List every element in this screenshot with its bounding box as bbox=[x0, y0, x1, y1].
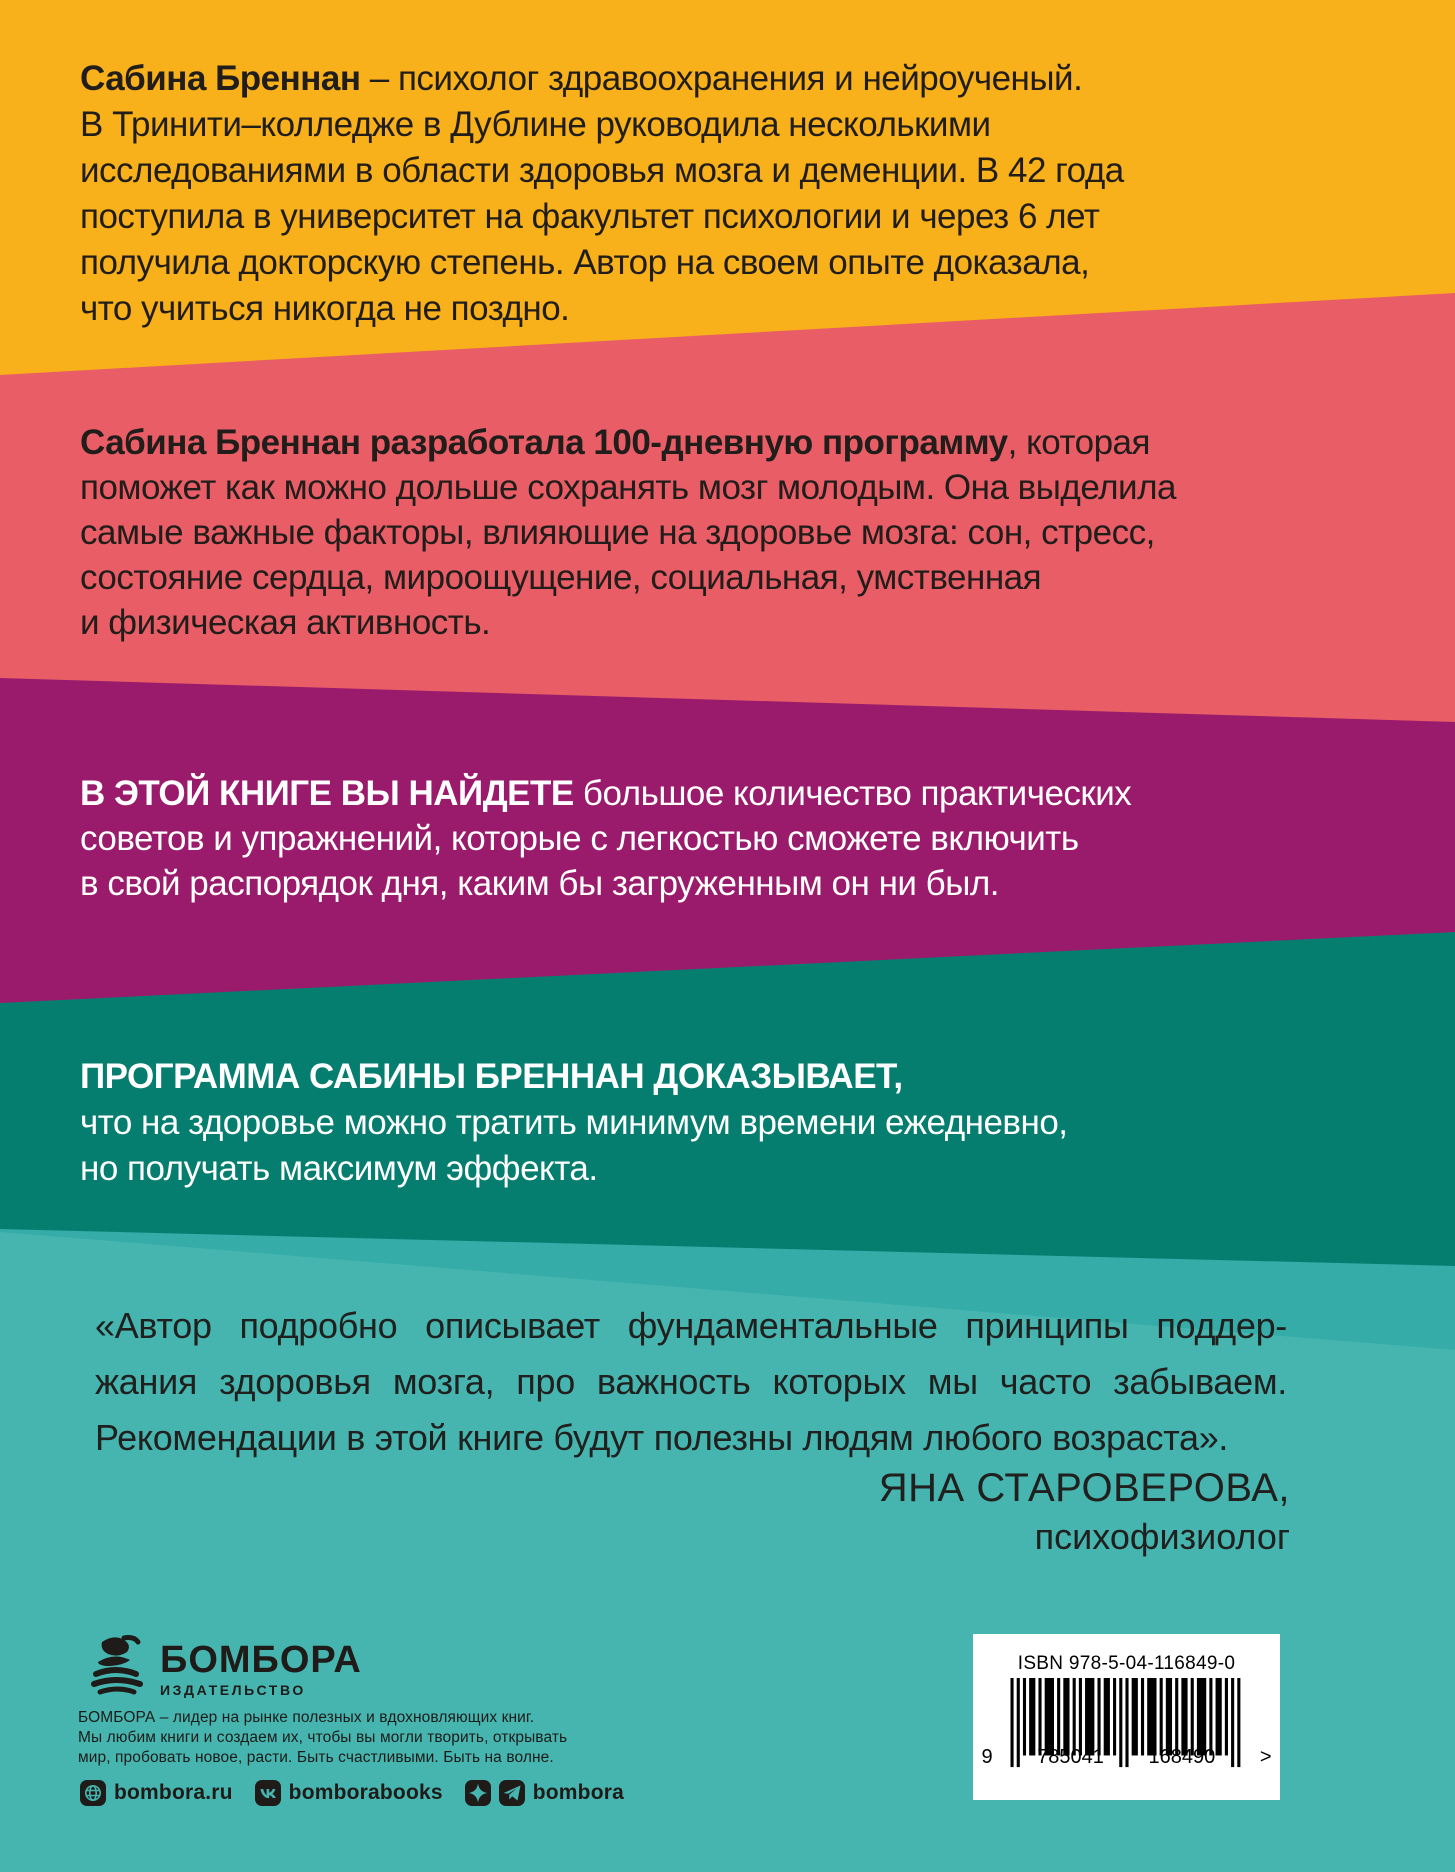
social-item-vk bbox=[255, 1780, 443, 1806]
barcode-digit-end: > bbox=[1259, 1746, 1272, 1768]
bio-line-rest: – психолог здравоохранения и нейроученый. bbox=[360, 59, 1083, 98]
social-label-messengers: bombora bbox=[532, 1781, 624, 1804]
bio-line: исследованиями в области здоровья мозга и деменции. В 42 года bbox=[80, 151, 1124, 190]
publisher-logo bbox=[88, 1632, 362, 1698]
proves-line: что на здоровье можно тратить минимум времени ежедневно, bbox=[80, 1103, 1068, 1142]
publisher-about bbox=[78, 1708, 567, 1768]
program-line-rest: , которая bbox=[1007, 423, 1150, 462]
about-line: БОМБОРА – лидер на рынке полезных и вдохновляющих книг. bbox=[78, 1709, 535, 1726]
program-paragraph bbox=[80, 420, 1176, 645]
proves-line: но получать максимум эффекта. bbox=[80, 1149, 598, 1188]
review-quote bbox=[95, 1298, 1287, 1466]
publisher-logo-text bbox=[160, 1632, 362, 1698]
book-lead: В ЭТОЙ КНИГЕ ВЫ НАЙДЕТЕ bbox=[80, 774, 574, 813]
bio-line: получила докторскую степень. Автор на своем опыте доказала, bbox=[80, 243, 1090, 282]
bio-line bbox=[80, 56, 1124, 102]
isbn-number: ISBN 978-5-04-116849-0 bbox=[1017, 1653, 1236, 1674]
bio-line: В Тринити–колледже в Дублине руководила несколькими bbox=[80, 105, 991, 144]
barcode-digit-left: 9 bbox=[981, 1746, 993, 1768]
publisher-name: БОМБОРА bbox=[160, 1639, 362, 1681]
social-item-site bbox=[80, 1780, 233, 1806]
barcode-digit-group1: 785041 bbox=[1037, 1746, 1104, 1768]
social-links-row bbox=[80, 1780, 624, 1806]
about-line: мир, пробовать новое, расти. Быть счастливыми. Быть на волне. bbox=[78, 1749, 554, 1766]
bio-line: что учиться никогда не поздно. bbox=[80, 289, 570, 328]
social-item-messengers bbox=[465, 1780, 624, 1806]
program-line: самые важные факторы, влияющие на здоровье мозга: сон, стресс, bbox=[80, 513, 1155, 552]
telegram-icon bbox=[499, 1780, 525, 1806]
review-line: «Автор подробно описывает фундаментальные принципы поддер- bbox=[95, 1305, 1287, 1346]
review-author-role: психофизиолог bbox=[1034, 1516, 1290, 1557]
bio-line: поступила в университет на факультет психологии и через 6 лет bbox=[80, 197, 1100, 236]
bio-lead: Сабина Бреннан bbox=[80, 59, 361, 98]
barcode-digits bbox=[982, 1746, 1272, 1769]
proves-lead: ПРОГРАММА САБИНЫ БРЕННАН ДОКАЗЫВАЕТ, bbox=[80, 1057, 903, 1096]
barcode-block bbox=[973, 1634, 1280, 1800]
program-line bbox=[80, 420, 1176, 465]
review-author-name: ЯНА СТАРОВЕРОВА, bbox=[878, 1466, 1290, 1510]
social-label-vk: bomborabooks bbox=[288, 1781, 443, 1804]
review-attribution bbox=[879, 1462, 1290, 1560]
about-line: Мы любим книги и создаем их, чтобы вы могли творить, открывать bbox=[78, 1729, 568, 1746]
publisher-subtitle: ИЗДАТЕЛЬСТВО bbox=[160, 1682, 306, 1698]
globe-icon bbox=[80, 1780, 106, 1806]
social-label-site: bombora.ru bbox=[114, 1781, 233, 1804]
program-lead: Сабина Бреннан разработала 100-дневную программу bbox=[80, 423, 1008, 462]
program-line: состояние сердца, мироощущение, социальная, умственная bbox=[80, 558, 1042, 597]
vk-icon bbox=[255, 1780, 281, 1806]
book-line-rest: большое количество практических bbox=[573, 774, 1132, 813]
dzen-icon bbox=[465, 1780, 491, 1806]
book-line: советов и упражнений, которые с легкостью сможете включить bbox=[80, 819, 1079, 858]
book-line: в свой распорядок дня, каким бы загруженным он ни был. bbox=[80, 864, 1000, 903]
barcode-digit-group2: 168490 bbox=[1148, 1746, 1216, 1768]
book-contents-paragraph bbox=[80, 771, 1131, 906]
program-proves-paragraph bbox=[80, 1054, 1068, 1192]
review-line: Рекомендации в этой книге будут полезны людям любого возраста». bbox=[95, 1417, 1229, 1458]
program-line: и физическая активность. bbox=[80, 603, 491, 642]
program-line: поможет как можно дольше сохранять мозг молодым. Она выделила bbox=[80, 468, 1176, 507]
author-bio-paragraph bbox=[80, 56, 1124, 332]
review-line: жания здоровья мозга, про важность которых мы часто забываем. bbox=[95, 1361, 1287, 1402]
book-line bbox=[80, 771, 1131, 816]
bombora-surfer-icon bbox=[88, 1632, 150, 1696]
